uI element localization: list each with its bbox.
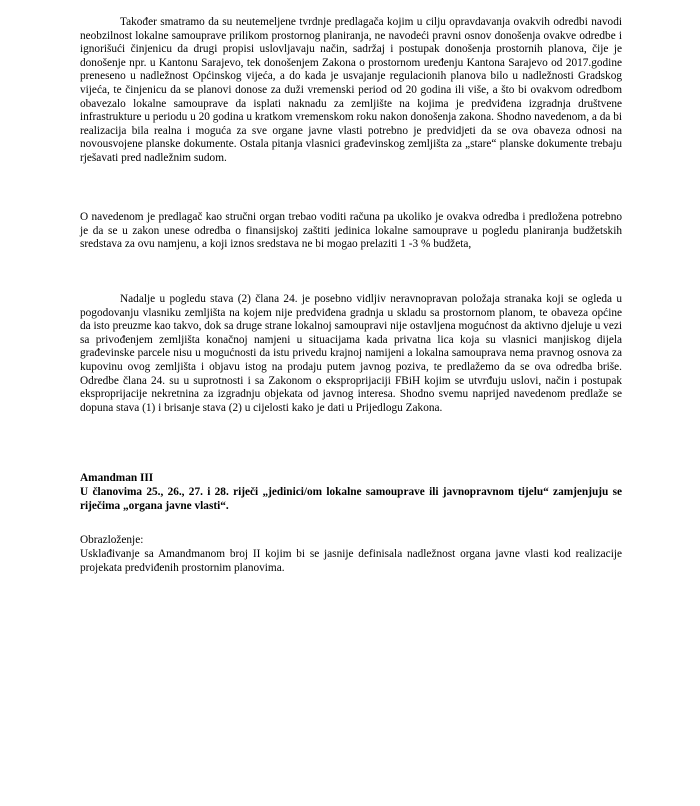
justification-text: Usklađivanje sa Amandmanom broj II kojim bi se jasnije definisala nadležnost organa javne vlasti kod realizacije projekata predviđenih prostornim planovima.	[80, 548, 622, 574]
justification-label: Obrazloženje:	[80, 534, 144, 546]
amendment-title: Amandman III	[80, 472, 154, 484]
amendment-text: U članovima 25., 26., 27. i 28. riječi „jedinici/om lokalne samouprave ili javnopravnom tijelu“ zamjenjuju se riječima „organa javne vlasti“.	[80, 486, 622, 512]
body-paragraph: Također smatramo da su neutemeljene tvrdnje predlagača kojim u cilju opravdavanja ovakvih odredbi navodi neobzilnost lokalne samouprave prilikom prostornog planiranja, ne navodeći pravni osnov donošenja ovakve odredbe i ignorišući činjenicu da drugi propisi uslovljavaju način, sadržaj i postupak donošenja prostornih planova, čije je donošenje npr. u Kantonu Sarajevo, tek donošenjem Zakona o prostornom uređenju Kantona Sarajevo od 2017.godine preneseno u nadležnost Općinskog vijeća, a do kada je usvajanje regulacionih planova bilo u nadležnosti Gradskog vijeća, te činjenicu da se planovi donose za duži vremenski period od 20 godina ili više, a što bi ovakvom odredbom obavezalo lokalne samouprave da isplati naknadu za zemljište na kojima je predviđena izgradnja društvene infrastrukture u periodu u 20 godina u kratkom vremenskom roku nakon donošenja zakona. Shodno navedenom, a da bi realizacija bila realna i moguća za sve organe javne vlasti potrebno je predvidjeti da se ova obaveza odnosi na novousvojene planske dokumente. Ostala pitanja vlasnici građevinskog zemljišta za „stare“ planske dokumente trebaju rješavati pred nadležnim sudom.	[80, 16, 622, 164]
body-paragraph: O navedenom je predlagač kao stručni organ trebao voditi računa pa ukoliko je ovakva odredba i predložena potrebno je da se u zakon unese odredba o finansijskoj zaštiti jedinica lokalne samouprave u pogledu planiranja budžetskih sredstava za ovu namjenu, a koji iznos sredstava ne bi mogao prelaziti 1 -3 % budžeta,	[80, 211, 622, 251]
body-paragraph: Nadalje u pogledu stava (2) člana 24. je posebno vidljiv neravnopravan položaja stranaka koji se ogleda u pogodovanju vlasniku zemljišta na kojem nije predviđena gradnja u skladu sa prostornom planom, te obaveza općine da isto preuzme kao takvo, dok sa druge strane lokalnoj samoupravi nije ostavljena mogućnost da aktivno djeluje u vezi sa privođenjem zemljišta konačnoj namjeni u situacijama kada privatna lica koja su vlasnici manjiskog dijela građevinske parcele nisu u mogućnosti da istu privedu krajnoj namijeni a lokalna samouprava nema pravnog osnova za kupovinu ovog zemljišta i objavu istog na prodaju putem javnog poziva, te predlažemo da se ova odredba briše. Odredbe člana 24. su u suprotnosti i sa Zakonom o eksproprijaciji FBiH kojim se utvrđuju uslovi, način i postupak eksproprijacije nekretnina za izgradnju objekata od javnog interesa. Shodno svemu naprijed navedenom predlaže se dopuna stava (1) i brisanje stava (2) u cijelosti kako je dati u Prijedlogu Zakona.	[80, 293, 622, 414]
